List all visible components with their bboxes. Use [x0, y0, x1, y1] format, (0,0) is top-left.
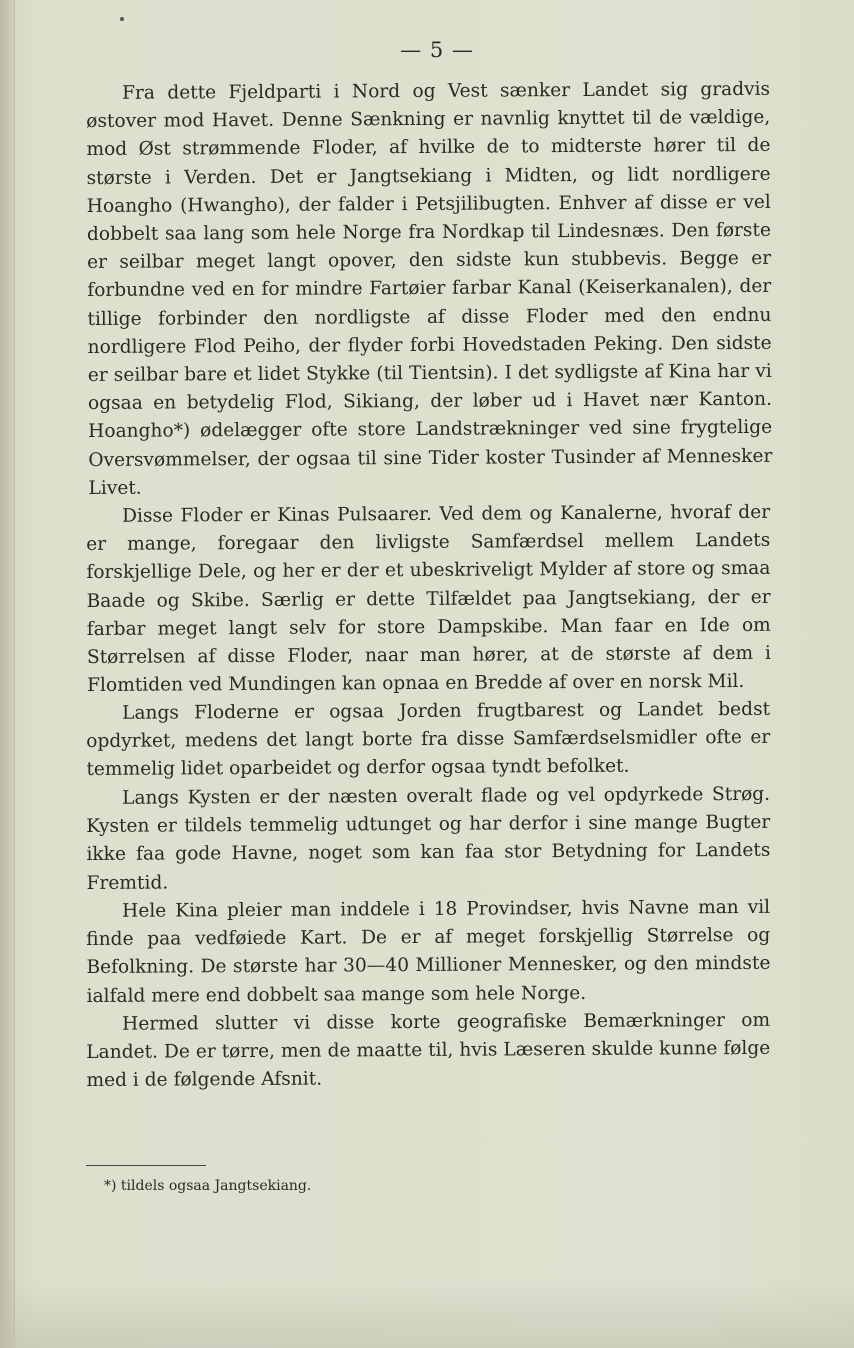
paragraph: Fra dette Fjeldparti i Nord og Vest sænker Landet sig gradvis østover mod Havet. Denne Sænkning er navnlig knyttet til de vældige, mod Øst strømmende Floder, af hvilke de to midterste hører til de største i Verden. Det er Jangtsekiang i Midten, og lidt nordligere Hoangho (Hwangho), der falder i Petsjilibugten. Enhver af disse er vel dobbelt saa lang som hele Norge fra Nordkap til Lindesnæs. Den første er seilbar meget langt opover, den sidste kun stubbevis. Begge er forbundne ved en for mindre Fartøier farbar Kanal (Keiserkanalen), der tillige forbinder den nordligste af disse Floder med den endnu nordligere Flod Peiho, der flyder forbi Hovedstaden Peking. Den sidste er seilbar bare et lidet Stykke (til Tientsin). I det sydligste af Kina har vi ogsaa en betydelig Flod, Sikiang, der løber ud i Havet nær Kanton. Hoangho*) ødelægger ofte store Landstrækninger ved sine frygtelige Oversvømmelser, der ogsaa til sine Tider koster Tusinder af Mennesker Livet.: [86, 78, 773, 499]
paragraph: Langs Kysten er der næsten overalt flade og vel opdyrkede Strøg. Kysten er tildels temmelig udtunget og har derfor i sine mange Bugter ikke faa gode Havne, noget som kan faa stor Betydning for Landets Fremtid.: [86, 783, 771, 894]
footnote: *) tildels ogsaa Jangtsekiang.: [104, 1178, 312, 1194]
paragraph: Hermed slutter vi disse korte geografiske Bemærkninger om Landet. De er tørre, men de maatte til, hvis Læseren skulde kunne følge med i de følgende Afsnit.: [86, 1009, 771, 1092]
paragraph: Hele Kina pleier man inddele i 18 Provindser, hvis Navne man vil finde paa vedføiede Kart. De er af meget forskjellig Størrelse og Befolkning. De største har 30—40 Millioner Mennesker, og den mindste ialfald mere end dobbelt saa mange som hele Norge.: [86, 896, 771, 1007]
page-bottom-shade: [0, 1280, 854, 1348]
ink-speck: [120, 17, 124, 21]
page-spine-shadow: [0, 0, 15, 1348]
paragraph: Disse Floder er Kinas Pulsaarer. Ved dem og Kanalerne, hvoraf der er mange, foregaar den livligste Samfærdsel mellem Landets forskjellige Dele, og her er der et ubeskriveligt Mylder af store og smaa Baade og Skibe. Særlig er dette Tilfældet paa Jangtsekiang, der er farbar meget langt selv for store Dampskibe. Man faar en Ide om Størrelsen af disse Floder, naar man hører, at de største af dem i Flomtiden ved Mundingen kan opnaa en Bredde af over en norsk Mil.: [86, 501, 771, 697]
paragraph: Langs Floderne er ogsaa Jorden frugtbarest og Landet bedst opdyrket, medens det langt borte fra disse Samfærdselsmidler ofte er temmelig lidet oparbeidet og derfor ogsaa tyndt befolket.: [86, 699, 771, 781]
body-text: [86, 78, 773, 1095]
page-number: — 5 —: [400, 38, 474, 62]
footnote-divider: [86, 1165, 206, 1166]
